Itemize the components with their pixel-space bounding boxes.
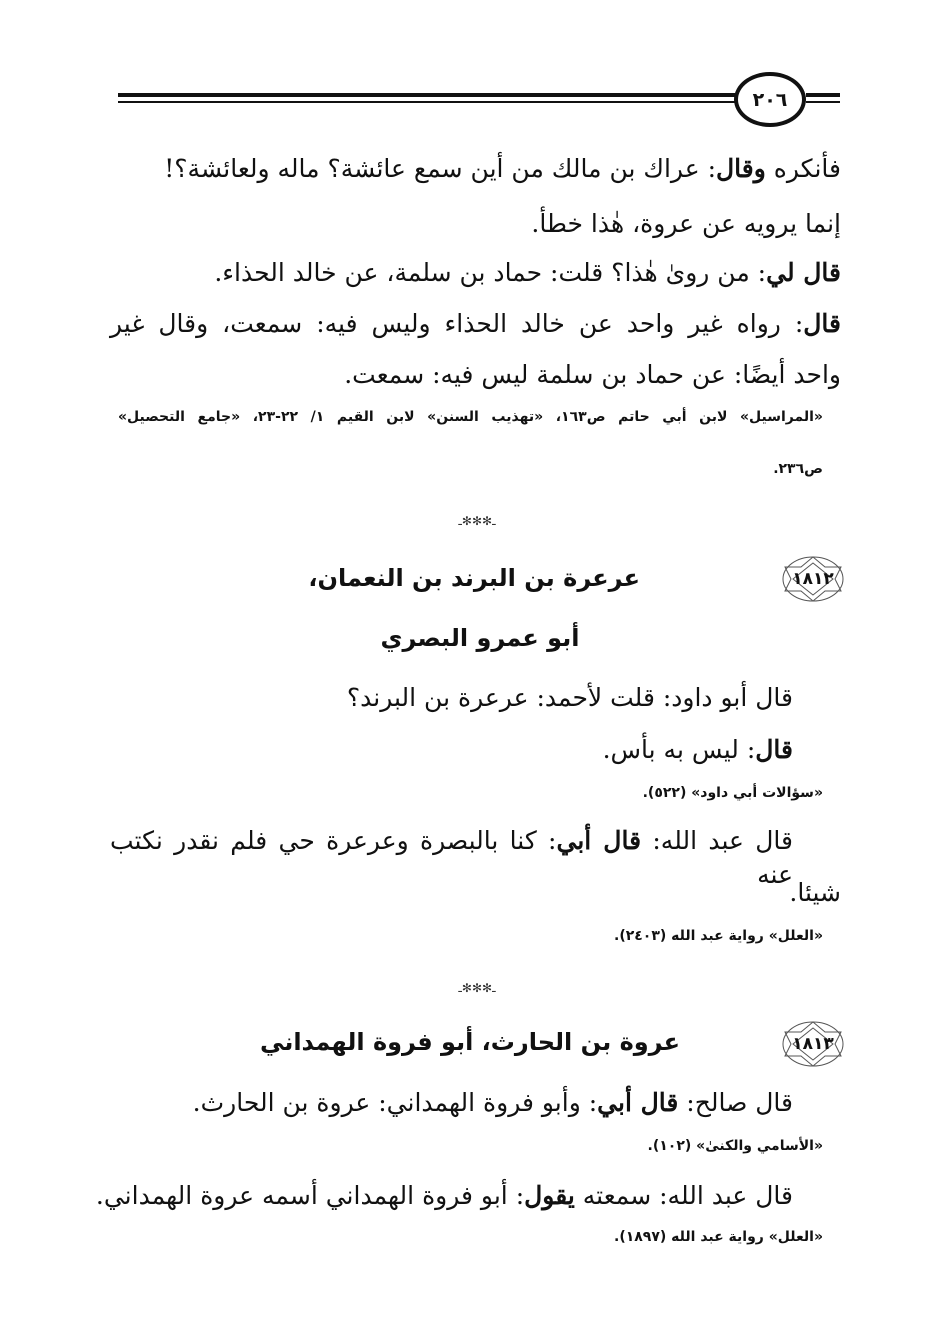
header-rule-right — [806, 93, 840, 97]
entry-title: عروة بن الحارث، أبو فروة الهمداني — [260, 1028, 680, 1056]
entry-number-badge — [778, 1018, 848, 1070]
entry-title-line2: أبو عمرو البصري — [380, 624, 580, 652]
text-line: قال صالح: قال أبي: وأبو فروة الهمداني: عروة بن الحارث. — [192, 1088, 793, 1117]
reference-note: «المراسيل» لابن أبي حاتم ص١٦٣، «تهذيب السنن» لابن القيم ١/ ٢٢-٢٣، «جامع التحصيل» — [118, 409, 823, 425]
header-rule — [118, 93, 735, 97]
text-line: قال أبو داود: قلت لأحمد: عرعرة بن البرند؟ — [346, 683, 793, 712]
text-line: شيئا. — [789, 878, 841, 907]
text-line: قال عبد الله: سمعته يقول: أبو فروة الهمداني أسمه عروة الهمداني. — [95, 1181, 793, 1210]
reference-note: «العلل» رواية عبد الله (٢٤٠٣). — [614, 928, 823, 944]
reference-note: «الأسامي والكنىٰ» (١٠٢). — [647, 1138, 823, 1154]
text-line: إنما يرويه عن عروة، هٰذا خطأ. — [531, 209, 841, 238]
text-line: قال لي: من روىٰ هٰذا؟ قلت: حماد بن سلمة، عن خالد الحذاء. — [214, 258, 841, 287]
entry-title: عرعرة بن البرند بن النعمان، — [308, 564, 640, 592]
text-line: واحد أيضًا: عن حماد بن سلمة ليس فيه: سمعت. — [344, 360, 841, 389]
header-rule-thin — [118, 101, 735, 103]
ornament-divider: ـ✻✻✻ـ — [458, 981, 496, 995]
page-number-badge — [734, 72, 806, 127]
entry-number-badge — [778, 553, 848, 605]
header-rule-right-thin — [806, 101, 840, 103]
entry-number: ١٨١٢ — [792, 569, 834, 589]
page-number: ٢٠٦ — [752, 88, 788, 111]
ornament-divider: ـ✻✻✻ـ — [458, 514, 496, 528]
text-line: قال: رواه غير واحد عن خالد الحذاء وليس فيه: سمعت، وقال غير — [110, 309, 841, 338]
reference-note: «سؤالات أبي داود» (٥٢٢). — [642, 785, 823, 801]
text-line: فأنكره وقال: عراك بن مالك من أين سمع عائشة؟ ماله ولعائشة؟! — [164, 154, 841, 183]
entry-number: ١٨١٣ — [792, 1034, 834, 1054]
text-line: قال: ليس به بأس. — [602, 735, 793, 764]
reference-note: «العلل» رواية عبد الله (١٨٩٧). — [614, 1229, 823, 1245]
text-line: قال عبد الله: قال أبي: كنا بالبصرة وعرعرة حي فلم نقدر نكتب عنه — [110, 826, 794, 889]
reference-note-continued: ص٢٣٦. — [773, 461, 823, 477]
